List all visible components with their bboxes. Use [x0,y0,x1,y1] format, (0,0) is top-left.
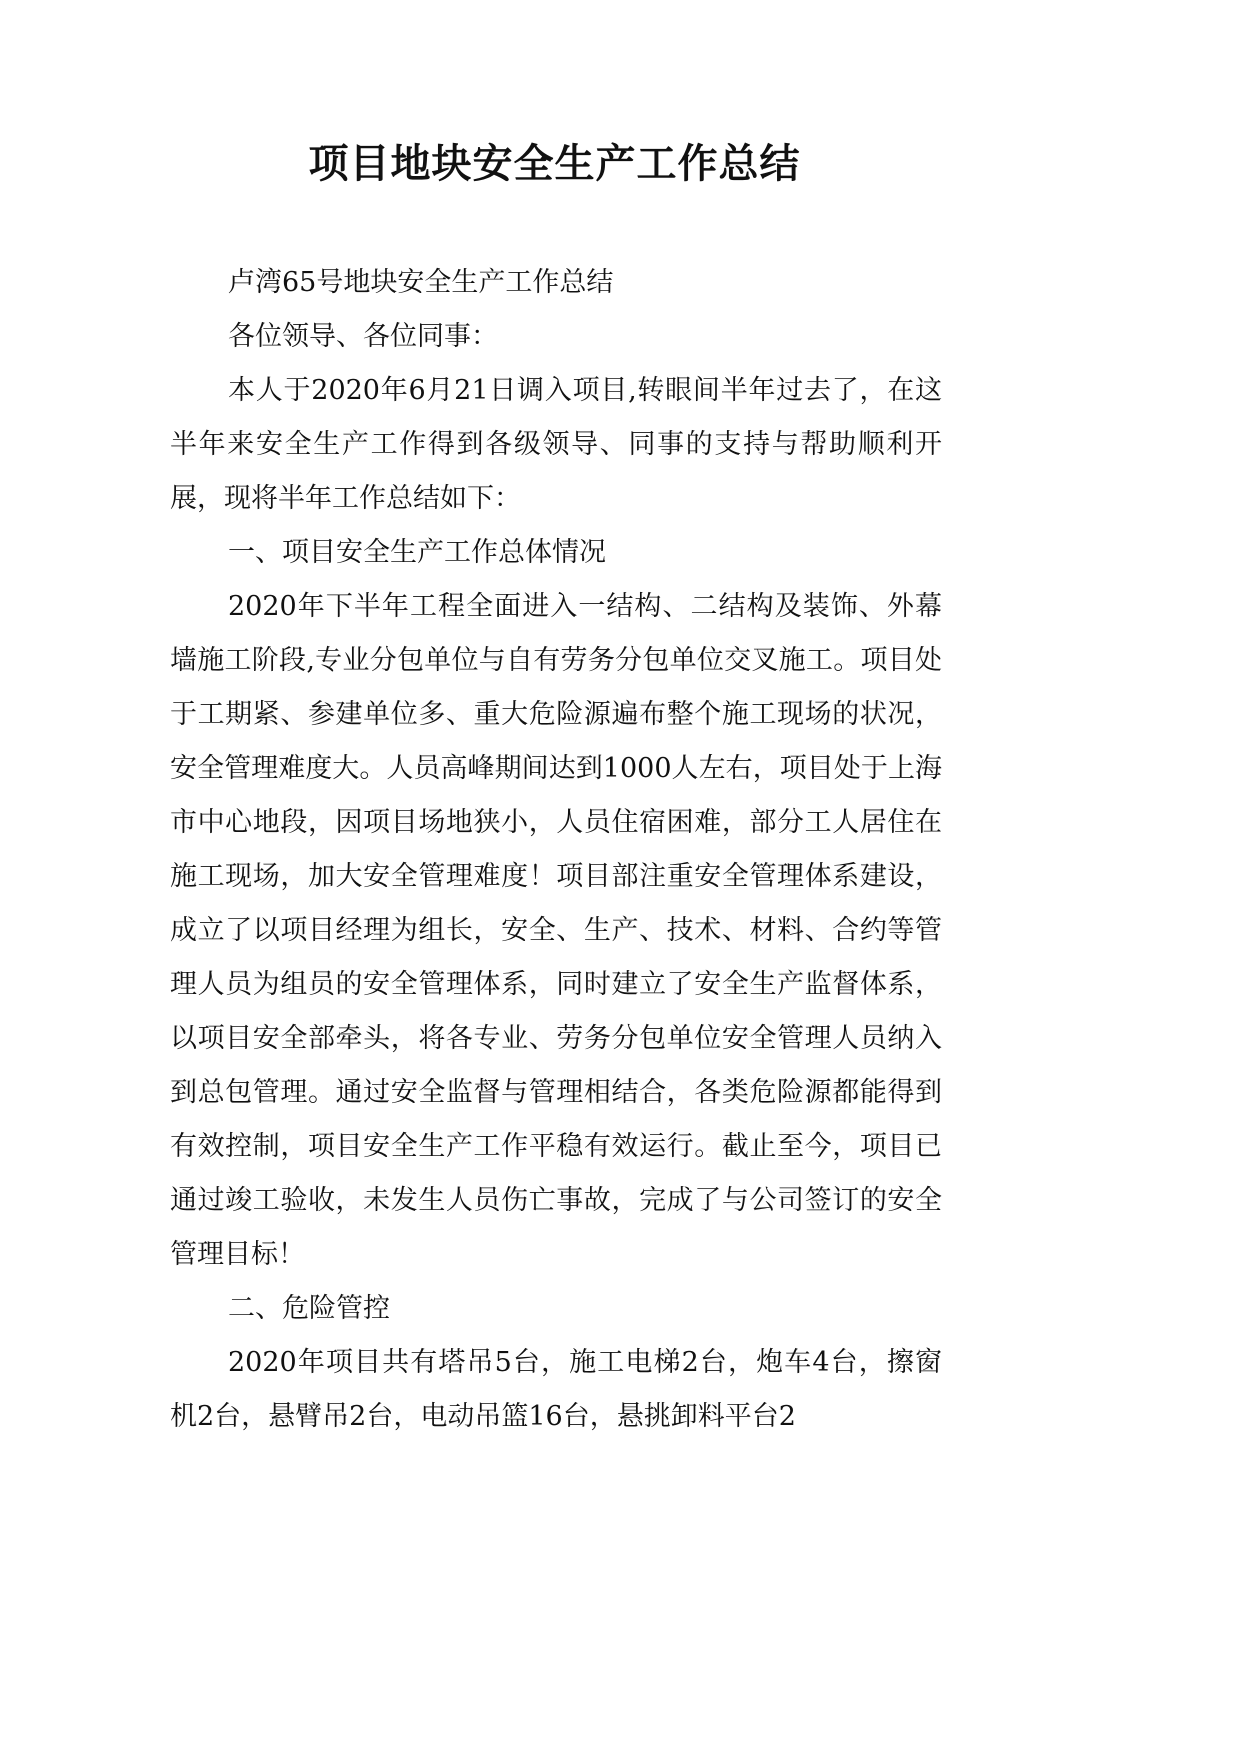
document-title: 项目地块安全生产工作总结 [308,141,801,187]
paragraph-overview: 2020年下半年工程全面进入一结构、二结构及装饰、外幕墙施工阶段,专业分包单位与自有劳务分包单位交叉施工。项目处于工期紧、参建单位多、重大危险源遍布整个施工现场的状况，安全管理难度大。人员高峰期间达到1000人左右，项目处于上海市中心地段，因项目场地狭小，人员住宿困难，部分工人居住在施工现场，加大安全管理难度！项目部注重安全管理体系建设，成立了以项目经理为组长，安全、生产、技术、材料、合约等管理人员为组员的安全管理体系，同时建立了安全生产监督体系，以项目安全部牵头，将各专业、劳务分包单位安全管理人员纳入到总包管理。通过安全监督与管理相结合，各类危险源都能得到有效控制，项目安全生产工作平稳有效运行。截止至今，项目已通过竣工验收，未发生人员伤亡事故，完成了与公司签订的安全管理目标！ [170,591,942,1270]
section-heading-2: 二、危险管控 [228,1293,390,1324]
paragraph-subtitle: 卢湾65号地块安全生产工作总结 [228,267,614,298]
paragraph-hazard-control: 2020年项目共有塔吊5台，施工电梯2台，炮车4台，擦窗机2台，悬臂吊2台，电动吊篮16台，悬挑卸料平台2 [170,1347,942,1432]
paragraph-salutation: 各位领导、各位同事： [228,321,498,352]
paragraph-intro: 本人于2020年6月21日调入项目,转眼间半年过去了，在这半年来安全生产工作得到各级领导、同事的支持与帮助顺利开展，现将半年工作总结如下： [170,375,942,514]
document-body [170,256,942,1444]
section-heading-1: 一、项目安全生产工作总体情况 [228,537,606,568]
